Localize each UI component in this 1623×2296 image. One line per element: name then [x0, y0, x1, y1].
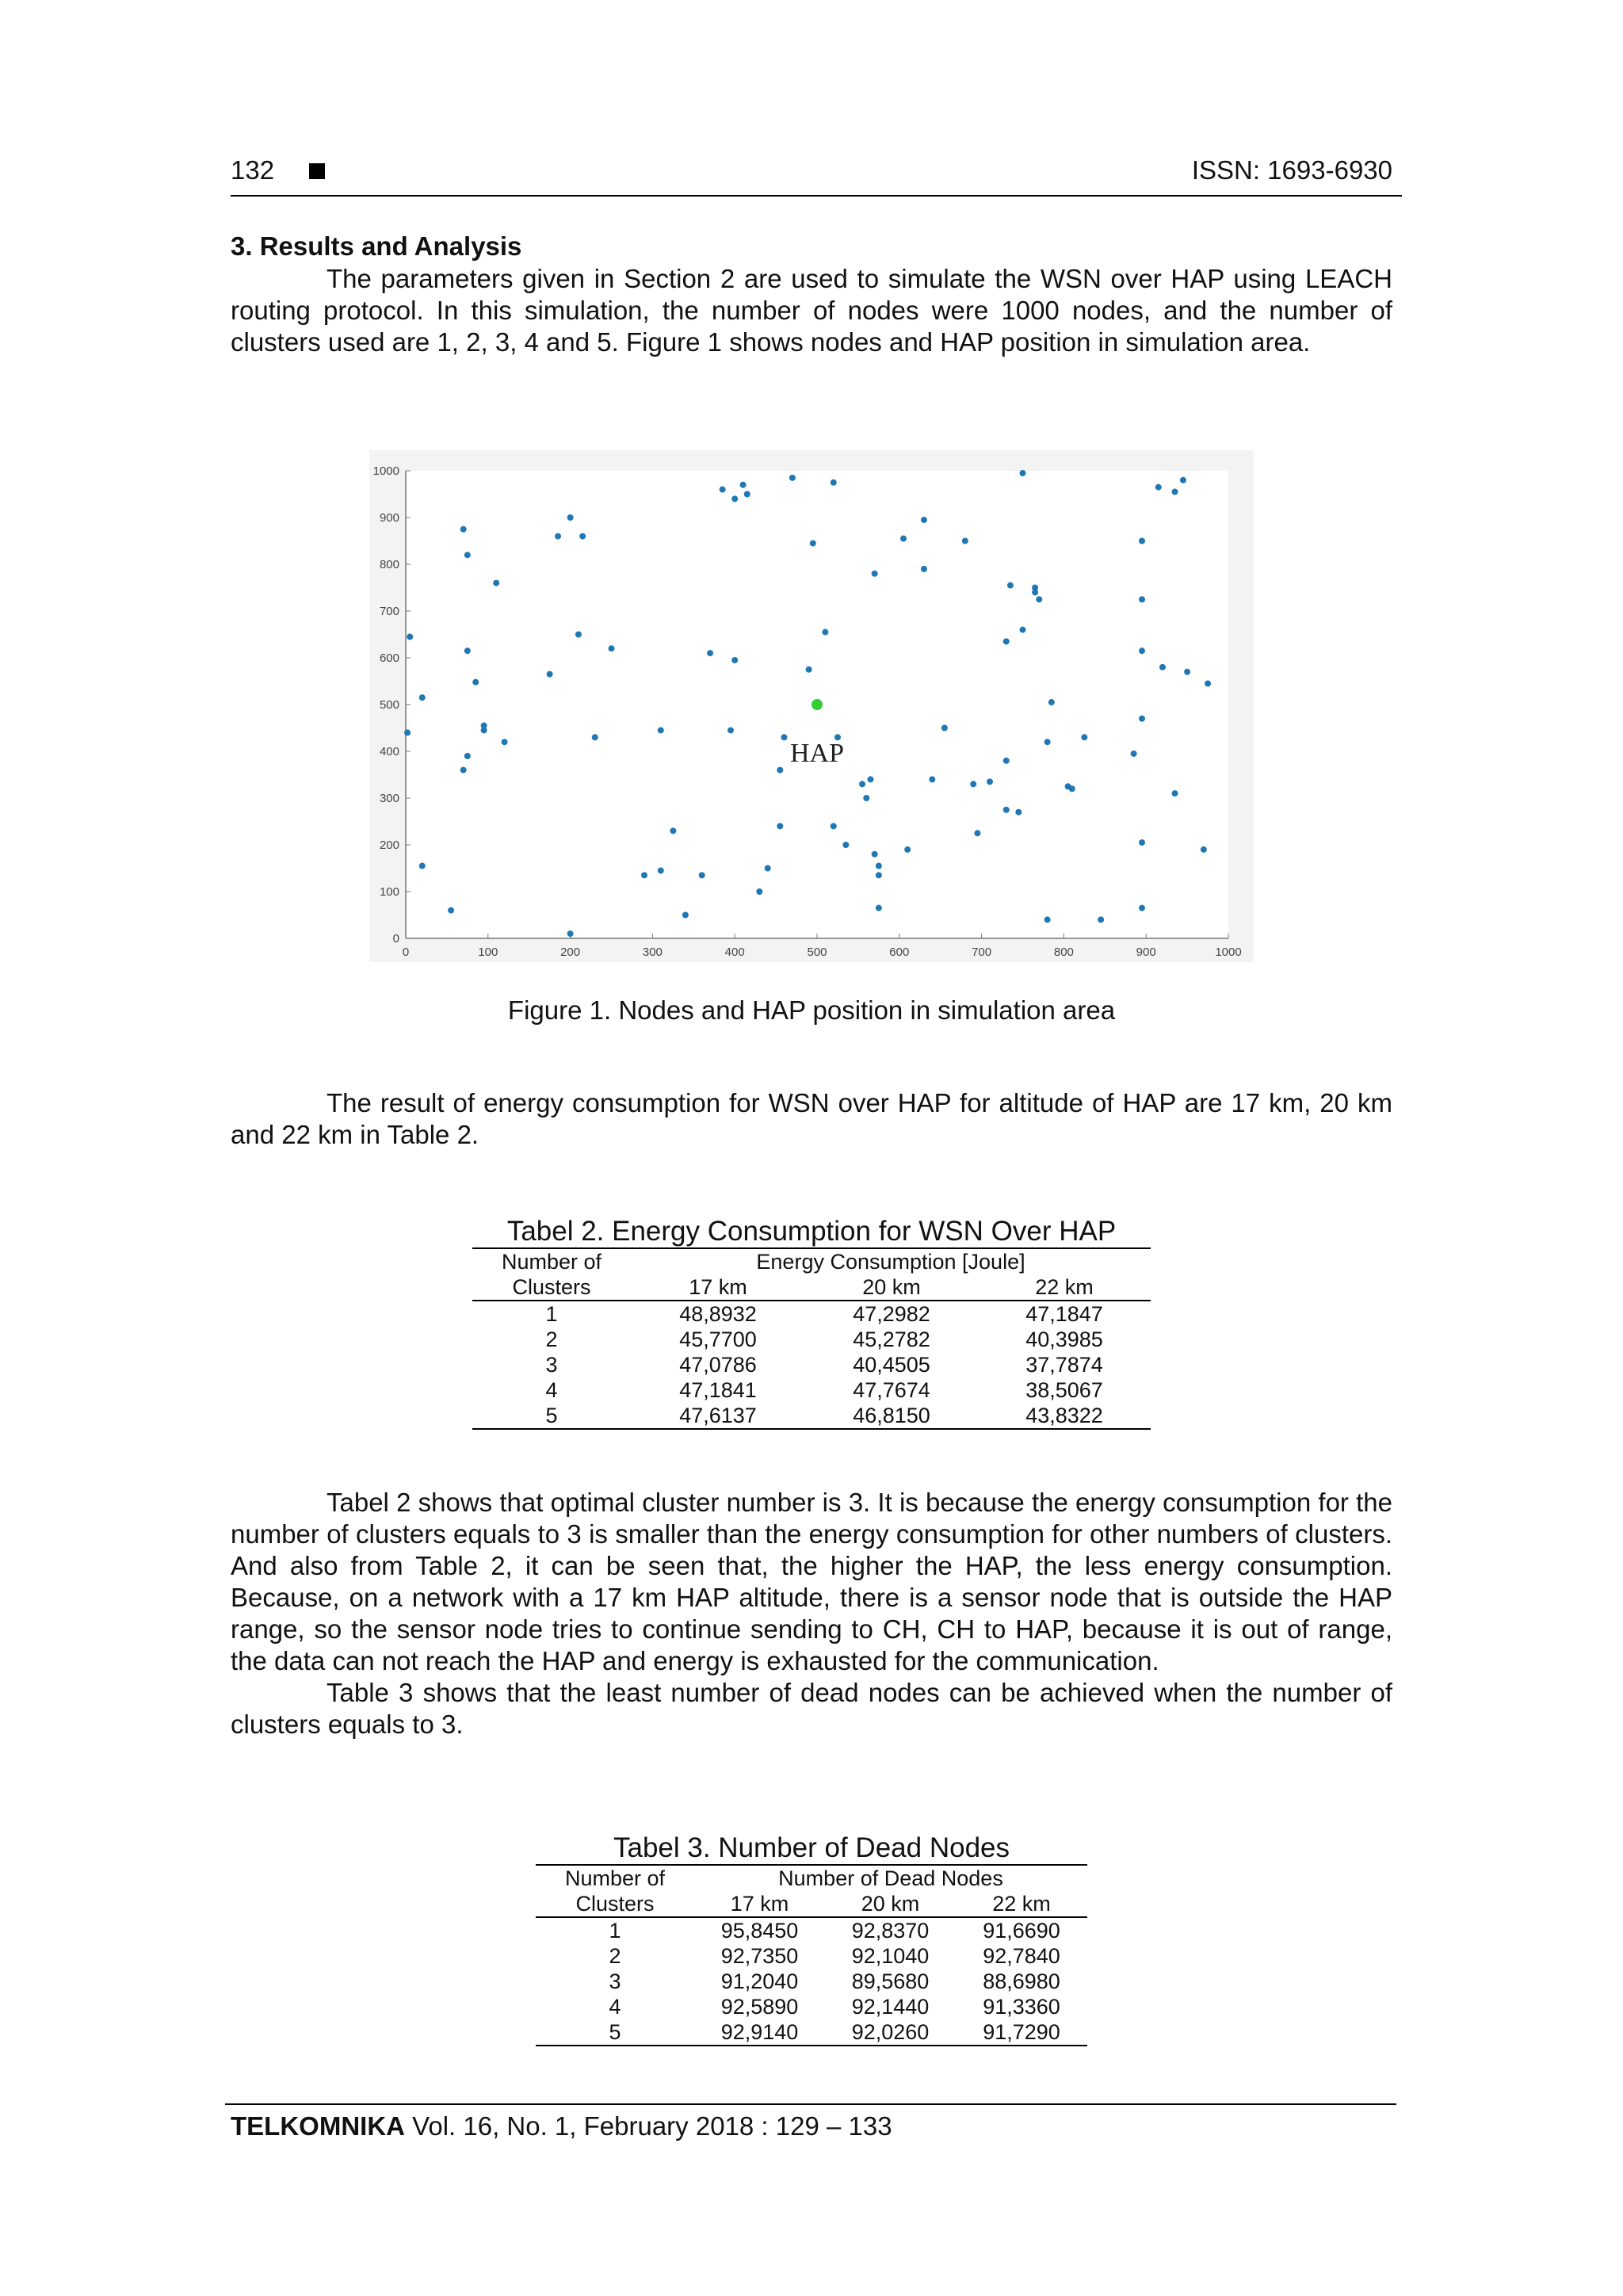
node-point — [727, 727, 734, 733]
node-point — [464, 552, 471, 558]
table-row — [536, 1917, 1087, 1943]
table-cell: 92,7840 — [983, 1944, 1060, 1968]
node-point — [904, 846, 911, 853]
node-point — [658, 727, 664, 733]
node-point — [756, 888, 762, 895]
paragraph-result-text: The result of energy consumption for WSN over HAP for altitude of HAP are 17 km, 20 km and 22 km in Table 2. — [231, 1088, 1392, 1149]
table-cell: 91,7290 — [983, 2020, 1060, 2044]
paragraph-analysis-text: Tabel 2 shows that optimal cluster number is 3. It is because the energy consumption for the number of clusters equals to 3 is smaller than the energy consumption for other numbers of clusters. And also from Table 2, it can be seen that, the higher the HAP, the less energy consumption. Because, on a network with a 17 km HAP altitude, there is a sensor node that is outside the HAP range, so the sensor node tries to continue sending to CH, CH to HAP, because it is out of range, the data can not reach the HAP and energy is exhausted for the communication. — [231, 1488, 1392, 1675]
table-2-title: Tabel 2. Energy Consumption for WSN Over HAP — [506, 1216, 1117, 1247]
node-point — [744, 491, 750, 498]
table-cell: 47,1847 — [1025, 1302, 1103, 1326]
hap-point — [812, 699, 823, 710]
node-point — [1081, 734, 1087, 740]
table-row — [472, 1403, 1151, 1429]
table-2 — [472, 1216, 1151, 1430]
node-point — [859, 781, 865, 787]
node-point — [670, 827, 676, 834]
y-tick-label: 0 — [392, 932, 399, 946]
node-point — [1139, 538, 1145, 544]
page-number: 132 — [231, 155, 275, 185]
x-tick-label: 800 — [1053, 946, 1074, 959]
table-header: 17 km — [689, 1275, 747, 1299]
node-point — [707, 650, 713, 656]
paragraph-dead-nodes-text: Table 3 shows that the least number of dead nodes can be achieved when the number of clusters equals to 3. — [231, 1678, 1392, 1739]
table-cell: 92,1040 — [851, 1944, 930, 1968]
node-point — [1139, 839, 1145, 846]
table-cell: 47,0786 — [679, 1353, 757, 1377]
node-point — [547, 671, 553, 678]
node-point — [555, 533, 561, 540]
table-cell: 47,1841 — [679, 1378, 757, 1402]
node-point — [404, 729, 411, 735]
paragraph-intro-text: The parameters given in Section 2 are used to simulate the WSN over HAP using LEACH routing protocol. In this simulation, the number of nodes were 1000 nodes, and the number of clusters used are 1, 2, 3, 4 and 5. Figure 1 shows nodes and HAP position in simulation area. — [231, 264, 1392, 357]
table-header: Clusters — [575, 1892, 655, 1916]
node-point — [1098, 916, 1104, 923]
node-point — [777, 767, 783, 774]
table-cell: 37,7874 — [1025, 1353, 1103, 1377]
scatter-plot — [369, 450, 1254, 962]
x-tick-label: 700 — [972, 946, 992, 959]
node-point — [1139, 716, 1145, 722]
node-point — [789, 475, 796, 481]
node-point — [921, 517, 927, 523]
node-point — [472, 679, 479, 686]
issn: ISSN: 1693-6930 — [1191, 155, 1392, 185]
table-row — [536, 2019, 1087, 2046]
node-point — [970, 781, 976, 787]
node-point — [419, 863, 426, 869]
figure-1 — [369, 450, 1254, 962]
table-cell: 2 — [609, 1944, 621, 1968]
x-tick-label: 600 — [889, 946, 910, 959]
node-point — [1184, 669, 1190, 675]
y-tick-label: 200 — [379, 839, 399, 852]
node-point — [863, 795, 869, 801]
y-tick-label: 400 — [379, 745, 399, 758]
table-header: Energy Consumption [Joule] — [756, 1250, 1025, 1274]
table-cell: 47,7674 — [853, 1378, 930, 1402]
x-tick-label: 100 — [478, 946, 498, 959]
table-cell: 5 — [609, 2020, 621, 2044]
table-cell: 92,7350 — [720, 1944, 799, 1968]
x-tick-label: 1000 — [1215, 946, 1242, 959]
table-cell: 91,2040 — [720, 1969, 799, 1993]
table-cell: 95,8450 — [720, 1919, 799, 1943]
node-point — [831, 823, 837, 829]
table-cell: 45,7700 — [679, 1328, 757, 1351]
node-point — [1180, 477, 1186, 483]
node-point — [765, 865, 771, 872]
node-point — [575, 632, 582, 638]
table-cell: 47,2982 — [853, 1302, 930, 1326]
paragraph-intro — [231, 263, 1392, 358]
node-point — [567, 930, 574, 937]
table-cell: 43,8322 — [1025, 1404, 1103, 1427]
node-point — [781, 734, 787, 740]
table-cell: 1 — [609, 1919, 621, 1943]
y-tick-label: 700 — [379, 605, 399, 618]
x-tick-label: 200 — [560, 946, 581, 959]
x-tick-label: 400 — [724, 946, 745, 959]
node-point — [1131, 751, 1137, 757]
node-point — [1201, 846, 1207, 853]
table-cell: 40,3985 — [1025, 1328, 1103, 1351]
y-tick-label: 1000 — [372, 464, 399, 478]
node-point — [876, 863, 882, 869]
node-point — [682, 912, 689, 919]
y-tick-label: 500 — [379, 698, 399, 712]
node-point — [502, 739, 508, 745]
node-point — [731, 657, 738, 663]
node-point — [1003, 638, 1010, 644]
header-rule — [231, 195, 1402, 197]
table-row — [472, 1327, 1151, 1352]
table-cell: 40,4505 — [853, 1353, 930, 1377]
node-point — [658, 867, 664, 873]
table-cell: 4 — [609, 1995, 621, 2019]
node-point — [579, 533, 586, 540]
node-point — [1139, 596, 1145, 602]
node-point — [842, 842, 849, 848]
table-header: 22 km — [1035, 1275, 1094, 1299]
node-point — [1044, 739, 1051, 745]
table-row — [536, 1969, 1087, 1994]
node-point — [1155, 484, 1162, 491]
table-3-title: Tabel 3. Number of Dead Nodes — [613, 1832, 1010, 1863]
node-point — [872, 571, 878, 577]
node-point — [448, 907, 454, 914]
figure-caption: Figure 1. Nodes and HAP position in simulation area — [507, 995, 1116, 1025]
table-header: 17 km — [730, 1892, 789, 1916]
y-tick-label: 900 — [379, 511, 399, 525]
journal-details: Vol. 16, No. 1, February 2018 : 129 – 133 — [404, 2111, 892, 2141]
x-tick-label: 0 — [402, 946, 410, 959]
node-point — [872, 851, 878, 858]
node-point — [1205, 680, 1211, 686]
table-header: Number of — [564, 1866, 666, 1890]
table-cell: 92,0260 — [851, 2020, 930, 2044]
node-point — [1032, 589, 1038, 595]
node-point — [810, 540, 816, 546]
table-row — [472, 1352, 1151, 1377]
node-point — [720, 487, 726, 493]
node-point — [1020, 470, 1026, 476]
table-cell: 4 — [545, 1378, 558, 1402]
table-row — [536, 1943, 1087, 1969]
table-cell: 92,1440 — [851, 1995, 930, 2019]
table-cell: 46,8150 — [853, 1404, 930, 1427]
node-point — [641, 872, 647, 878]
table-cell: 38,5067 — [1025, 1378, 1103, 1402]
node-point — [867, 776, 873, 782]
node-point — [1048, 699, 1055, 705]
y-tick-label: 300 — [379, 792, 399, 805]
node-point — [987, 778, 993, 785]
node-point — [900, 536, 907, 542]
table-cell: 3 — [609, 1969, 621, 1993]
node-point — [1139, 905, 1145, 911]
node-point — [1159, 664, 1166, 670]
node-point — [1172, 790, 1178, 797]
node-point — [822, 629, 828, 636]
table-header: 20 km — [862, 1275, 921, 1299]
node-point — [831, 479, 837, 486]
node-point — [1036, 596, 1042, 602]
journal-name: TELKOMNIKA — [231, 2111, 405, 2141]
y-tick-label: 800 — [379, 558, 399, 571]
node-point — [876, 905, 882, 911]
table-row — [472, 1301, 1151, 1327]
table-header: Number of Dead Nodes — [778, 1866, 1003, 1890]
node-point — [740, 482, 747, 488]
node-point — [592, 734, 598, 740]
table-cell: 89,5680 — [851, 1969, 930, 1993]
table-header: Number of — [501, 1250, 602, 1274]
node-point — [699, 872, 705, 878]
table-cell: 48,8932 — [679, 1302, 757, 1326]
table-cell: 2 — [545, 1328, 558, 1351]
table-cell: 88,6980 — [983, 1969, 1060, 1993]
node-point — [1007, 583, 1014, 589]
table-cell: 92,5890 — [720, 1995, 799, 2019]
table-cell: 45,2782 — [853, 1328, 930, 1351]
table-row — [536, 1994, 1087, 2019]
table-cell: 3 — [545, 1353, 558, 1377]
node-point — [1069, 785, 1075, 792]
table-cell: 92,8370 — [851, 1919, 930, 1943]
footer-rule — [225, 2103, 1396, 2105]
node-point — [464, 648, 471, 654]
node-point — [407, 633, 413, 640]
table-row — [472, 1377, 1151, 1403]
node-point — [460, 526, 467, 533]
x-tick-label: 900 — [1136, 946, 1156, 959]
table-header: 20 km — [861, 1892, 920, 1916]
x-tick-label: 500 — [807, 946, 827, 959]
node-point — [777, 823, 783, 829]
node-point — [567, 514, 574, 521]
node-point — [974, 830, 980, 836]
node-point — [921, 566, 927, 572]
y-tick-label: 600 — [379, 651, 399, 665]
node-point — [460, 767, 467, 774]
table-cell: 5 — [545, 1404, 558, 1427]
table-cell: 91,3360 — [983, 1995, 1060, 2019]
node-point — [1015, 809, 1022, 816]
table-cell: 47,6137 — [679, 1404, 757, 1427]
hap-label: HAP — [789, 739, 845, 768]
node-point — [419, 694, 426, 701]
y-tick-label: 100 — [379, 885, 399, 899]
square-bullet-icon — [309, 163, 325, 179]
table-3 — [536, 1832, 1087, 2046]
table-cell: 92,9140 — [720, 2020, 799, 2044]
node-point — [806, 667, 812, 673]
node-point — [1020, 627, 1026, 633]
node-point — [609, 645, 615, 651]
table-2-grid — [472, 1247, 1151, 1430]
node-point — [1044, 916, 1051, 923]
paragraph-result — [231, 1087, 1392, 1151]
x-tick-label: 300 — [642, 946, 663, 959]
table-3-grid — [536, 1864, 1087, 2046]
node-point — [929, 776, 935, 782]
node-point — [876, 872, 882, 878]
node-point — [731, 495, 738, 502]
node-point — [464, 753, 471, 759]
node-point — [941, 725, 948, 732]
node-point — [493, 580, 499, 586]
table-cell: 91,6690 — [983, 1919, 1060, 1943]
section-title: 3. Results and Analysis — [231, 231, 522, 261]
table-cell: 1 — [545, 1302, 558, 1326]
node-point — [962, 538, 968, 544]
paragraph-analysis — [231, 1487, 1392, 1740]
node-point — [481, 727, 487, 733]
table-header: Clusters — [512, 1275, 591, 1299]
footer — [231, 2111, 892, 2141]
node-point — [1003, 758, 1010, 764]
table-header: 22 km — [992, 1892, 1051, 1916]
node-point — [1003, 807, 1010, 813]
node-point — [1172, 489, 1178, 495]
node-point — [1139, 648, 1145, 654]
